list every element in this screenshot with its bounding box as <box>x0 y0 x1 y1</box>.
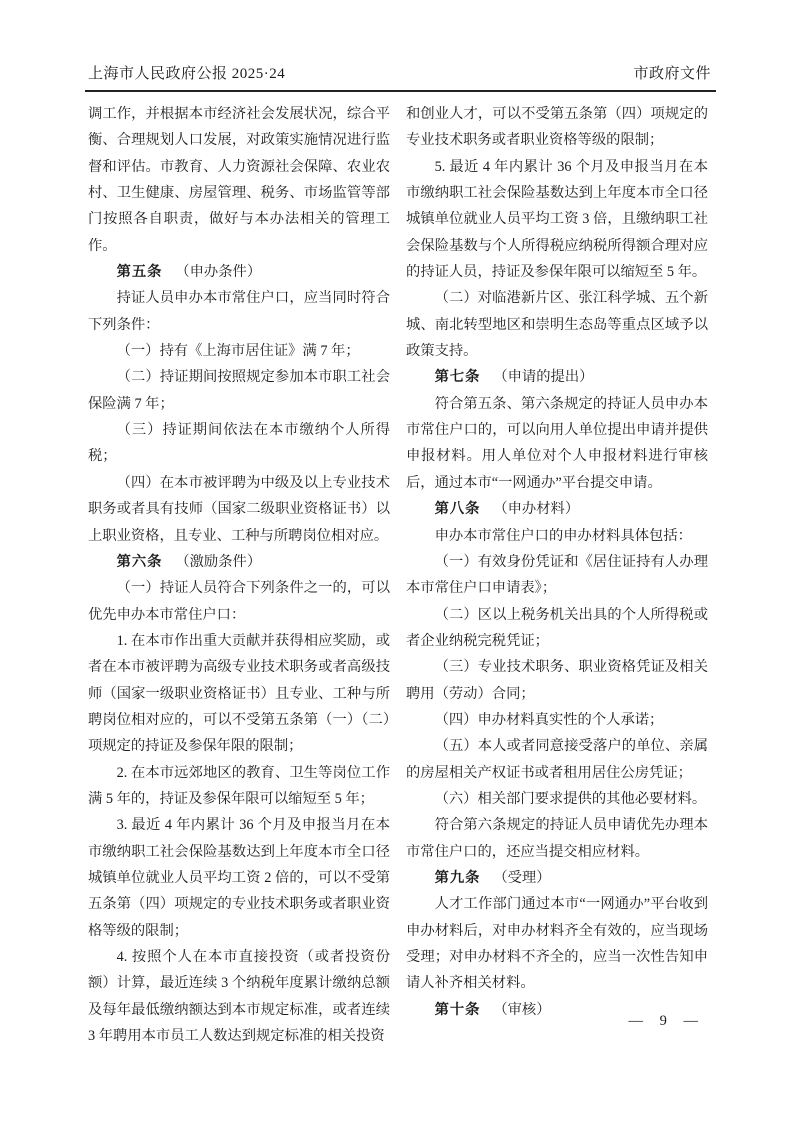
paragraph: 调工作，并根据本市经济社会发展状况，综合平衡、合理规划人口发展，对政策实施情况进行监督和评估。市教育、人力资源社会保障、农业农村、卫生健康、房屋管理、税务、市场监管等部门按照各自职责，做好与本办法相关的管理工作。 <box>88 106 390 254</box>
paragraph: （二）持证期间按照规定参加本市职工社会保险满 7 年； <box>88 369 390 412</box>
article-title: （申办材料） <box>493 501 580 518</box>
paragraph: （四）申办材料真实性的个人承诺； <box>434 711 664 728</box>
article-number: 第五条 <box>116 264 163 281</box>
paragraph: （二）区以上税务机关出具的个人所得税或者企业纳税完税凭证； <box>406 606 708 649</box>
paragraph: （一）持有《上海市居住证》满 7 年； <box>116 343 360 360</box>
paragraph: 持证人员申办本市常住户口，应当同时符合下列条件： <box>88 290 390 333</box>
right-column <box>406 101 708 1049</box>
left-column <box>88 101 390 1049</box>
document-body <box>88 101 708 1049</box>
article-heading <box>88 259 390 285</box>
article-title: （申办条件） <box>175 264 262 281</box>
paragraph: （一）持证人员符合下列条件之一的，可以优先申办本市常住户口： <box>88 580 390 623</box>
paragraph: 1. 在本市作出重大贡献并获得相应奖励，或者在本市被评聘为高级专业技术职务或者高级技师（国家一级职业资格证书）且专业、工种与所聘岗位相对应的，可以不受第五条第（一）（二）项规定的持证及参保年限的限制； <box>88 632 390 755</box>
article-heading <box>406 364 708 390</box>
paragraph: （一）有效身份凭证和《居住证持有人办理本市常住户口申请表》； <box>406 553 708 597</box>
article-heading <box>406 865 708 891</box>
paragraph: 3. 最近 4 年内累计 36 个月及申报当月在本市缴纳职工社会保险基数达到上年度本市全口径城镇单位就业人员平均工资 2 倍的，可以不受第五条第（四）项规定的专业技术职务或者职业资格等级的限制； <box>88 817 390 939</box>
page-number: — 9 — <box>628 1013 701 1029</box>
paragraph: （六）相关部门要求提供的其他必要材料。 <box>434 790 707 807</box>
paragraph: 人才工作部门通过本市“一网通办”平台收到申办材料后，对申办材料齐全有效的，应当现场受理；对申办材料不齐全的，应当一次性告知申请人补齐相关材料。 <box>406 896 708 992</box>
article-number: 第六条 <box>116 553 163 570</box>
article-title: （审核） <box>493 1001 551 1018</box>
paragraph: 5. 最近 4 年内累计 36 个月及申报当月在本市缴纳职工社会保险基数达到上年度本市全口径城镇单位就业人员平均工资 3 倍，且缴纳职工社会保险基数与个人所得税应纳税所得额合理对应的持证人员，持证及参保年限可以缩短至 5 年。 <box>406 158 708 281</box>
paragraph: 和创业人才，可以不受第五条第（四）项规定的专业技术职务或者职业资格等级的限制； <box>406 106 708 149</box>
gazette-title: 上海市人民政府公报 2025·24 <box>88 66 286 82</box>
article-title: （激励条件） <box>175 553 262 570</box>
paragraph: （三）专业技术职务、职业资格凭证及相关聘用（劳动）合同； <box>406 659 708 702</box>
section-label: 市政府文件 <box>633 66 711 82</box>
header-rule <box>85 90 716 92</box>
article-heading <box>88 549 390 575</box>
article-title: （申请的提出） <box>493 369 594 386</box>
paragraph: 符合第五条、第六条规定的持证人员申办本市常住户口的，可以向用人单位提出申请并提供申报材料。用人单位对个人申报材料进行审核后，通过本市“一网通办”平台提交申请。 <box>406 395 708 491</box>
paragraph: （二）对临港新片区、张江科学城、五个新城、南北转型地区和崇明生态岛等重点区域予以政策支持。 <box>406 290 708 360</box>
paragraph: （三）持证期间依法在本市缴纳个人所得税； <box>88 422 390 465</box>
paragraph: （五）本人或者同意接受落户的单位、亲属的房屋相关产权证书或者租用居住公房凭证； <box>406 738 708 781</box>
article-number: 第十条 <box>434 1001 481 1018</box>
article-title: （受理） <box>493 869 551 886</box>
paragraph: 符合第六条规定的持证人员申请优先办理本市常住户口的，还应当提交相应材料。 <box>406 817 708 860</box>
paragraph: 申办本市常住户口的申办材料具体包括： <box>434 527 692 544</box>
article-number: 第七条 <box>434 369 481 386</box>
page-header <box>88 62 711 83</box>
paragraph: （四）在本市被评聘为中级及以上专业技术职务或者具有技师（国家二级职业资格证书）以上职业资格，且专业、工种与所聘岗位相对应。 <box>88 474 390 544</box>
article-number: 第八条 <box>434 501 481 518</box>
paragraph: 4. 按照个人在本市直接投资（或者投资份额）计算，最近连续 3 个纳税年度累计缴纳总额及每年最低缴纳额达到本市规定标准，或者连续 3 年聘用本市员工人数达到规定标准的相关投资 <box>88 949 390 1045</box>
article-number: 第九条 <box>434 869 481 886</box>
article-heading <box>406 496 708 522</box>
paragraph: 2. 在本市远郊地区的教育、卫生等岗位工作满 5 年的，持证及参保年限可以缩短至 5 年； <box>88 764 390 807</box>
